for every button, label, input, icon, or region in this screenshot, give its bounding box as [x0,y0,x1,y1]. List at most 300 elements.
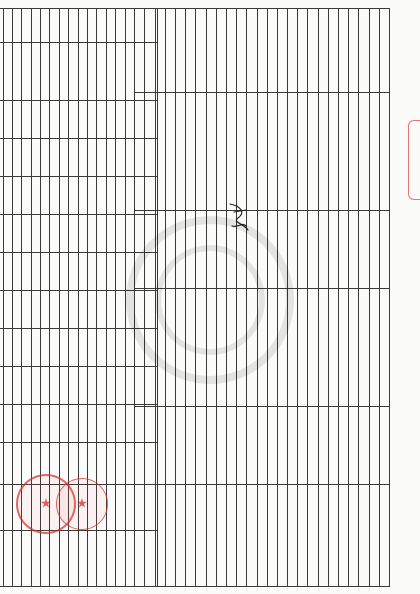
table-cell [0,9,3,43]
table-row [196,9,206,587]
table-cell [165,93,175,211]
table-cell [369,9,379,93]
table-cell [288,211,298,289]
table-cell [3,443,12,485]
table-cell [125,139,134,177]
table-cell [31,329,40,367]
table-cell [3,367,12,405]
table-row [227,9,237,587]
table-row [318,9,328,587]
table-cell [3,139,12,177]
table-cell [97,443,106,485]
table-cell [328,93,338,211]
table-cell [196,485,206,587]
table-cell [59,177,68,215]
table-cell [369,407,379,485]
table-cell [308,93,318,211]
table-cell [59,215,68,253]
table-cell [50,329,59,367]
table-cell [216,407,226,485]
table-cell [125,485,134,531]
table-cell [78,405,87,443]
table-row [206,9,216,587]
table-cell [288,407,298,485]
table-cell [328,407,338,485]
table-cell [41,177,50,215]
table-cell [78,367,87,405]
table-cell [41,139,50,177]
second-seal-stamp [56,478,108,530]
table-cell [106,253,115,291]
table-row [125,9,134,587]
table-cell [31,405,40,443]
table-cell [176,407,186,485]
table-cell [298,407,308,485]
table-cell [339,407,349,485]
table-cell [88,177,97,215]
table-cell [196,93,206,211]
table-cell [0,177,3,215]
table-cell [298,289,308,407]
table-row [116,9,125,587]
table-cell [116,177,125,215]
table-cell [298,211,308,289]
table-cell [50,405,59,443]
table-cell [3,43,12,101]
table-cell [359,211,369,289]
table-cell [298,93,308,211]
table-cell [88,101,97,139]
table-cell [31,139,40,177]
table-cell [267,9,277,93]
table-cell [106,139,115,177]
table-cell [349,93,359,211]
table-cell [0,139,3,177]
table-cell [116,9,125,43]
table-cell [106,531,115,587]
table-cell [277,9,287,93]
table-cell [186,289,196,407]
table-cell [78,531,87,587]
table-cell [59,139,68,177]
table-cell [106,329,115,367]
table-cell [41,531,50,587]
table-cell [186,485,196,587]
table-cell [247,485,257,587]
table-cell [176,9,186,93]
table-cell [116,291,125,329]
table-cell [227,93,237,211]
table-cell [41,405,50,443]
table-cell [359,289,369,407]
table-cell [308,9,318,93]
table-cell [97,215,106,253]
table-cell [0,443,3,485]
table-cell [50,531,59,587]
table-cell [196,289,206,407]
table-cell [88,531,97,587]
table-cell [97,291,106,329]
table-cell [78,139,87,177]
table-cell [125,101,134,139]
table-cell [288,485,298,587]
table-cell [206,9,216,93]
table-cell [3,329,12,367]
table-cell [125,531,134,587]
table-cell [318,289,328,407]
table-cell [88,9,97,43]
table-row [176,9,186,587]
table-cell [379,93,389,211]
table-cell [59,43,68,101]
table-cell [227,9,237,93]
table-cell [165,485,175,587]
table-cell [349,485,359,587]
table-cell [247,407,257,485]
table-cell [369,93,379,211]
table-cell [0,485,3,531]
header-cell [135,329,158,367]
table-cell [308,211,318,289]
table-cell [78,329,87,367]
table-cell [41,367,50,405]
table-cell [31,215,40,253]
header-cell [135,215,158,253]
table-cell [257,9,267,93]
table-cell [339,9,349,93]
table-cell [196,9,206,93]
table-cell [106,215,115,253]
table-cell [106,443,115,485]
table-cell [106,43,115,101]
table-cell [0,367,3,405]
header-cell [135,291,158,329]
table-cell [78,9,87,43]
table-cell [308,289,318,407]
table-cell [106,9,115,43]
table-cell [277,211,287,289]
table-cell [328,485,338,587]
header-cell [135,485,158,531]
table-cell [3,485,12,531]
table-cell [216,9,226,93]
table-cell [216,289,226,407]
table-cell [31,253,40,291]
table-cell [318,93,328,211]
table-cell [116,101,125,139]
table-cell [349,289,359,407]
table-cell [50,9,59,43]
table-cell [0,291,3,329]
table-cell [41,253,50,291]
table-cell [257,407,267,485]
table-cell [125,215,134,253]
table-cell [379,9,389,93]
table-row [216,9,226,587]
table-cell [116,43,125,101]
table-cell [125,443,134,485]
table-cell [125,177,134,215]
table-cell [328,9,338,93]
table-cell [339,211,349,289]
table-row [267,9,277,587]
table-cell [69,101,78,139]
header-cell [135,139,158,177]
table-cell [288,9,298,93]
table-cell [97,405,106,443]
page-edge-seal [408,120,420,200]
table-cell [267,211,277,289]
table-cell [116,329,125,367]
table-cell [50,253,59,291]
table-cell [106,291,115,329]
table-cell [359,9,369,93]
table-cell [3,531,12,587]
table-cell [339,93,349,211]
table-cell [59,367,68,405]
seal-star-icon: ★ [76,496,88,512]
table-cell [318,9,328,93]
header-cell [135,9,158,43]
table-cell [41,9,50,43]
signatory-line-b [393,408,401,578]
table-cell [3,215,12,253]
table-cell [247,93,257,211]
table-cell [31,101,40,139]
table-cell [237,93,247,211]
table-cell [3,101,12,139]
header-cell [135,443,158,485]
table-cell [69,329,78,367]
table-cell [41,291,50,329]
table-row [298,9,308,587]
table-cell [116,485,125,531]
table-cell [59,253,68,291]
table-cell [0,215,3,253]
table-cell [69,215,78,253]
table-cell [0,531,3,587]
table-cell [50,139,59,177]
table-cell [257,485,267,587]
table-cell [237,485,247,587]
table-row [3,9,12,587]
table-cell [308,485,318,587]
table-cell [78,253,87,291]
table-cell [349,407,359,485]
table-cell [379,289,389,407]
table-header-row [135,9,158,587]
table-cell [78,291,87,329]
table-cell [69,405,78,443]
table-row [328,9,338,587]
table-row [0,9,3,587]
table-cell [50,177,59,215]
table-row [308,9,318,587]
table-row [359,9,369,587]
table-cell [41,215,50,253]
table-cell [257,93,267,211]
table-cell [97,177,106,215]
table-cell [41,43,50,101]
table-cell [116,215,125,253]
table-cell [216,485,226,587]
table-cell [88,139,97,177]
table-cell [206,93,216,211]
table-cell [59,291,68,329]
table-cell [69,177,78,215]
header-cell [135,405,158,443]
table-cell [97,139,106,177]
project-info-table [134,8,390,587]
table-cell [31,367,40,405]
table-cell [176,485,186,587]
table-cell [116,367,125,405]
header-cell [135,367,158,405]
table-cell [3,253,12,291]
table-cell [50,43,59,101]
table-cell [59,9,68,43]
table-cell [0,101,3,139]
table-cell [125,405,134,443]
table-cell [277,289,287,407]
signatory-line-a [393,228,401,378]
table-cell [78,215,87,253]
table-cell [50,291,59,329]
header-cell [135,177,158,215]
table-cell [31,177,40,215]
table-cell [165,211,175,289]
table-cell [125,329,134,367]
table-row [277,9,287,587]
table-cell [69,367,78,405]
table-cell [97,101,106,139]
table-cell [206,407,216,485]
table-cell [237,289,247,407]
table-cell [308,407,318,485]
table-cell [97,9,106,43]
table-cell [186,407,196,485]
table-cell [186,211,196,289]
table-cell [97,253,106,291]
table-cell [59,329,68,367]
table-cell [349,9,359,93]
table-row [257,9,267,587]
table-cell [41,101,50,139]
table-cell [328,211,338,289]
table-cell [247,9,257,93]
table-row [237,9,247,587]
handwritten-signature [226,200,252,234]
form-meta-row [393,8,401,586]
table-row [369,9,379,587]
table-cell [3,405,12,443]
table-cell [298,485,308,587]
table-cell [318,211,328,289]
table-cell [59,405,68,443]
table-cell [125,9,134,43]
table-cell [69,43,78,101]
table-cell [59,531,68,587]
table-cell [125,253,134,291]
table-cell [267,289,277,407]
table-row [288,9,298,587]
table-cell [318,485,328,587]
table-cell [328,289,338,407]
table-cell [106,405,115,443]
table-cell [125,291,134,329]
table-cell [50,367,59,405]
table-cell [206,289,216,407]
table-cell [288,93,298,211]
table-cell [97,43,106,101]
table-cell [165,9,175,93]
table-cell [31,43,40,101]
table-cell [349,211,359,289]
table-cell [69,253,78,291]
table-cell [88,43,97,101]
table-cell [196,211,206,289]
table-cell [97,329,106,367]
table-row [186,9,196,587]
table-cell [116,531,125,587]
table-cell [196,407,206,485]
table-cell [227,485,237,587]
table-row [349,9,359,587]
table-cell [369,211,379,289]
table-cell [69,139,78,177]
table-cell [339,289,349,407]
table-cell [88,291,97,329]
table-cell [88,215,97,253]
table-cell [69,9,78,43]
table-row [339,9,349,587]
table-cell [97,367,106,405]
table-cell [106,177,115,215]
table-cell [339,485,349,587]
table-cell [31,531,40,587]
table-cell [165,407,175,485]
table-cell [59,101,68,139]
table-cell [369,485,379,587]
table-cell [88,253,97,291]
table-cell [186,9,196,93]
table-cell [116,405,125,443]
table-cell [3,9,12,43]
table-cell [88,405,97,443]
table-cell [106,367,115,405]
header-cell [135,253,158,291]
table-cell [237,9,247,93]
filling-unit-line [393,12,401,212]
table-cell [3,177,12,215]
table-cell [277,485,287,587]
header-cell [135,531,158,587]
table-cell [176,211,186,289]
table-cell [50,215,59,253]
table-cell [277,407,287,485]
table-cell [298,9,308,93]
table-cell [78,101,87,139]
table-cell [31,291,40,329]
header-cell [135,101,158,139]
table-cell [116,139,125,177]
table-cell [116,443,125,485]
table-cell [88,329,97,367]
table-cell [0,329,3,367]
table-cell [50,101,59,139]
table-cell [247,289,257,407]
table-cell [0,253,3,291]
